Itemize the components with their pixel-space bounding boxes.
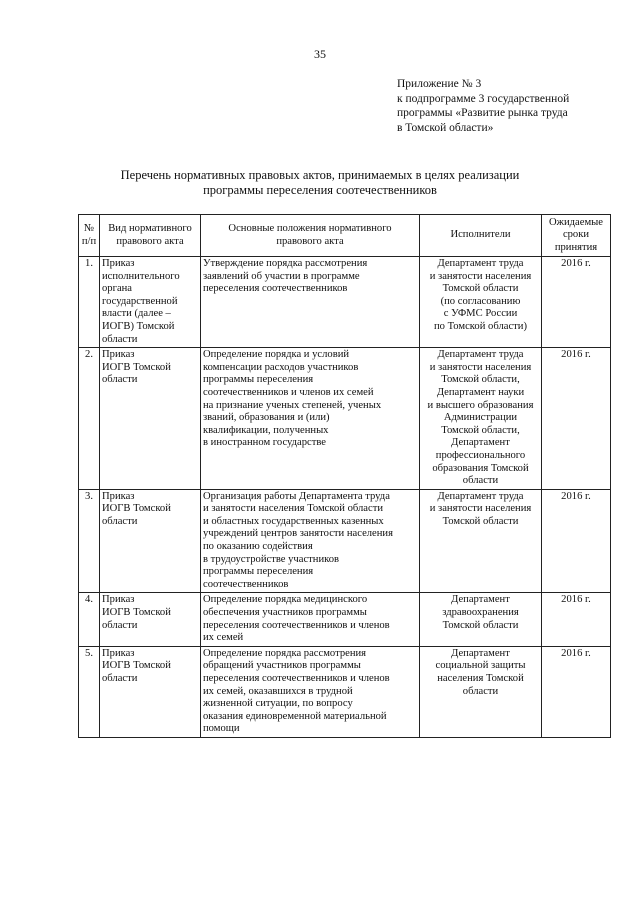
cell-line: в трудоустройстве участников [203, 553, 340, 565]
cell-line: учреждений центров занятости населения [203, 528, 393, 540]
cell-line: и занятости населения [429, 503, 532, 515]
date-cell: 2016 г. [542, 489, 611, 593]
row-number: 4. [79, 593, 100, 646]
page-number: 35 [314, 47, 326, 61]
appendix-line: Приложение № 3 [397, 78, 482, 90]
act-type-cell [100, 348, 201, 490]
cell-line: помощи [203, 723, 240, 735]
date-cell: 2016 г. [542, 593, 611, 646]
cell-line: Департамент [451, 437, 510, 449]
cell-line: области [102, 619, 138, 631]
cell-line: квалификации, полученных [203, 424, 329, 436]
cell-line: оказания единовременной материальной [203, 710, 387, 722]
cell-line: исполнительного [102, 270, 180, 282]
cell-line: соотечественников [203, 578, 289, 590]
cell-line: сроки [562, 229, 590, 241]
cell-line: званий, образования и (или) [203, 412, 330, 424]
cell-line: Департамент труда [437, 349, 524, 361]
executors-cell [420, 257, 542, 348]
header-date [542, 215, 611, 257]
act-type-cell [100, 489, 201, 593]
cell-line: ИОГВ Томской [102, 361, 171, 373]
row-number: 3. [79, 489, 100, 593]
cell-line: в иностранном государстве [203, 437, 326, 449]
cell-line: ИОГВ Томской [102, 660, 171, 672]
cell-line: Департамент труда [437, 490, 524, 502]
cell-line: по оказанию содействия [203, 541, 313, 553]
cell-line: Томской области [442, 619, 519, 631]
cell-line: Приказ [102, 594, 135, 606]
cell-line: Департамент [451, 647, 510, 659]
cell-line: образования Томской [432, 462, 529, 474]
cell-line: власти (далее – [102, 308, 171, 320]
header-act-type [100, 215, 201, 257]
cell-line: ИОГВ Томской [102, 607, 171, 619]
cell-line: Департамент науки [436, 386, 525, 398]
cell-line: Администрации [443, 412, 518, 424]
title-line: программы переселения соотечественников [203, 183, 437, 197]
cell-line: правового акта [276, 235, 344, 247]
table-row [79, 489, 611, 593]
cell-line: соотечественников и членов их семей [203, 386, 374, 398]
table-row [79, 646, 611, 737]
provisions-cell [201, 489, 420, 593]
date-cell: 2016 г. [542, 348, 611, 490]
cell-line: Приказ [102, 258, 135, 269]
act-type-cell [100, 257, 201, 348]
cell-line: их семей [203, 632, 244, 644]
appendix-line: к подпрограмме 3 государственной [397, 92, 570, 105]
cell-line: и высшего образования [427, 399, 534, 411]
act-type-cell [100, 646, 201, 737]
cell-line: компенсации расходов участников [203, 361, 359, 373]
cell-line: ИОГВ Томской [102, 503, 171, 515]
appendix-block [397, 77, 612, 135]
cell-line: заявлений об участии в программе [203, 270, 360, 282]
title-line: Перечень нормативных правовых актов, принимаемых в целях реализации [120, 168, 520, 182]
table-row [79, 593, 611, 646]
cell-line: Определение порядка и условий [203, 349, 350, 361]
cell-line: Ожидаемые [549, 216, 603, 228]
date-cell: 2016 г. [542, 646, 611, 737]
cell-line: здравоохранения [442, 607, 519, 619]
cell-line: органа [102, 283, 133, 295]
cell-line: области [102, 374, 138, 386]
cell-line: Приказ [102, 490, 135, 502]
cell-line: области [462, 685, 499, 697]
date-cell: 2016 г. [542, 257, 611, 348]
cell-line: переселения соотечественников [203, 283, 348, 295]
cell-line: Томской области [442, 515, 519, 527]
cell-line: Определение порядка медицинского [203, 594, 368, 606]
cell-line: Департамент [451, 594, 510, 606]
row-number: 2. [79, 348, 100, 490]
cell-line: области [102, 673, 138, 684]
cell-line: социальной защиты [435, 660, 526, 672]
cell-line: Вид нормативного [108, 222, 192, 234]
cell-line: государственной [102, 295, 178, 307]
cell-line: Департамент труда [437, 258, 524, 269]
cell-line: Утверждение порядка рассмотрения [203, 258, 368, 269]
cell-line: и занятости населения [429, 270, 532, 282]
cell-line: программы переселения [203, 374, 314, 386]
cell-line: их семей, оказавшихся в трудной [203, 685, 353, 697]
cell-line: ИОГВ) Томской [102, 320, 175, 332]
cell-line: и занятости населения Томской области [203, 503, 384, 515]
cell-line: Приказ [102, 647, 135, 659]
cell-line: Определение порядка рассмотрения [203, 647, 367, 659]
cell-line: и занятости населения [429, 361, 532, 373]
header-num [79, 215, 100, 257]
provisions-cell [201, 257, 420, 348]
executors-cell [420, 489, 542, 593]
cell-line: на признание ученых степеней, ученых [203, 399, 382, 411]
cell-line: жизненной ситуации, по вопросу [203, 698, 353, 710]
cell-line: обращений участников программы [203, 660, 361, 672]
appendix-line: в Томской области» [397, 121, 494, 134]
cell-line: принятия [554, 241, 598, 253]
table-row [79, 257, 611, 348]
cell-line: и областных государственных казенных [203, 515, 384, 527]
row-number: 5. [79, 646, 100, 737]
cell-line: Приказ [102, 349, 135, 361]
table-header-row [79, 215, 611, 257]
cell-line: с УФМС России [443, 308, 518, 320]
cell-line: Томской области, [441, 424, 520, 436]
executors-cell [420, 348, 542, 490]
cell-line: Исполнители [450, 229, 511, 241]
provisions-cell [201, 593, 420, 646]
executors-cell [420, 646, 542, 737]
document-title [60, 168, 580, 198]
cell-line: № [83, 222, 95, 234]
cell-line: области [462, 475, 499, 487]
cell-line: обеспечения участников программы [203, 607, 367, 619]
cell-line: п/п [81, 235, 97, 247]
header-executors [420, 215, 542, 257]
cell-line: населения Томской [437, 673, 524, 684]
table-row [79, 348, 611, 490]
cell-line: профессионального [435, 449, 526, 461]
executors-cell [420, 593, 542, 646]
cell-line: по Томской области) [434, 320, 527, 332]
cell-line: Организация работы Департамента труда [203, 490, 390, 502]
appendix-line: программы «Развитие рынка труда [397, 107, 568, 119]
cell-line: (по согласованию [440, 295, 521, 307]
cell-line: области [102, 515, 138, 527]
cell-line: переселения соотечественников и членов [203, 619, 390, 631]
cell-line: Томской области, [441, 374, 520, 386]
cell-line: Основные положения нормативного [228, 222, 392, 234]
provisions-cell [201, 348, 420, 490]
cell-line: Томской области [442, 283, 519, 295]
cell-line: программы переселения [203, 566, 314, 578]
provisions-cell [201, 646, 420, 737]
act-type-cell [100, 593, 201, 646]
row-number: 1. [79, 257, 100, 348]
cell-line: переселения соотечественников и членов [203, 673, 390, 684]
cell-line: области [102, 333, 138, 345]
header-provisions [201, 215, 420, 257]
regulatory-acts-table [78, 214, 611, 738]
cell-line: правового акта [116, 235, 184, 247]
